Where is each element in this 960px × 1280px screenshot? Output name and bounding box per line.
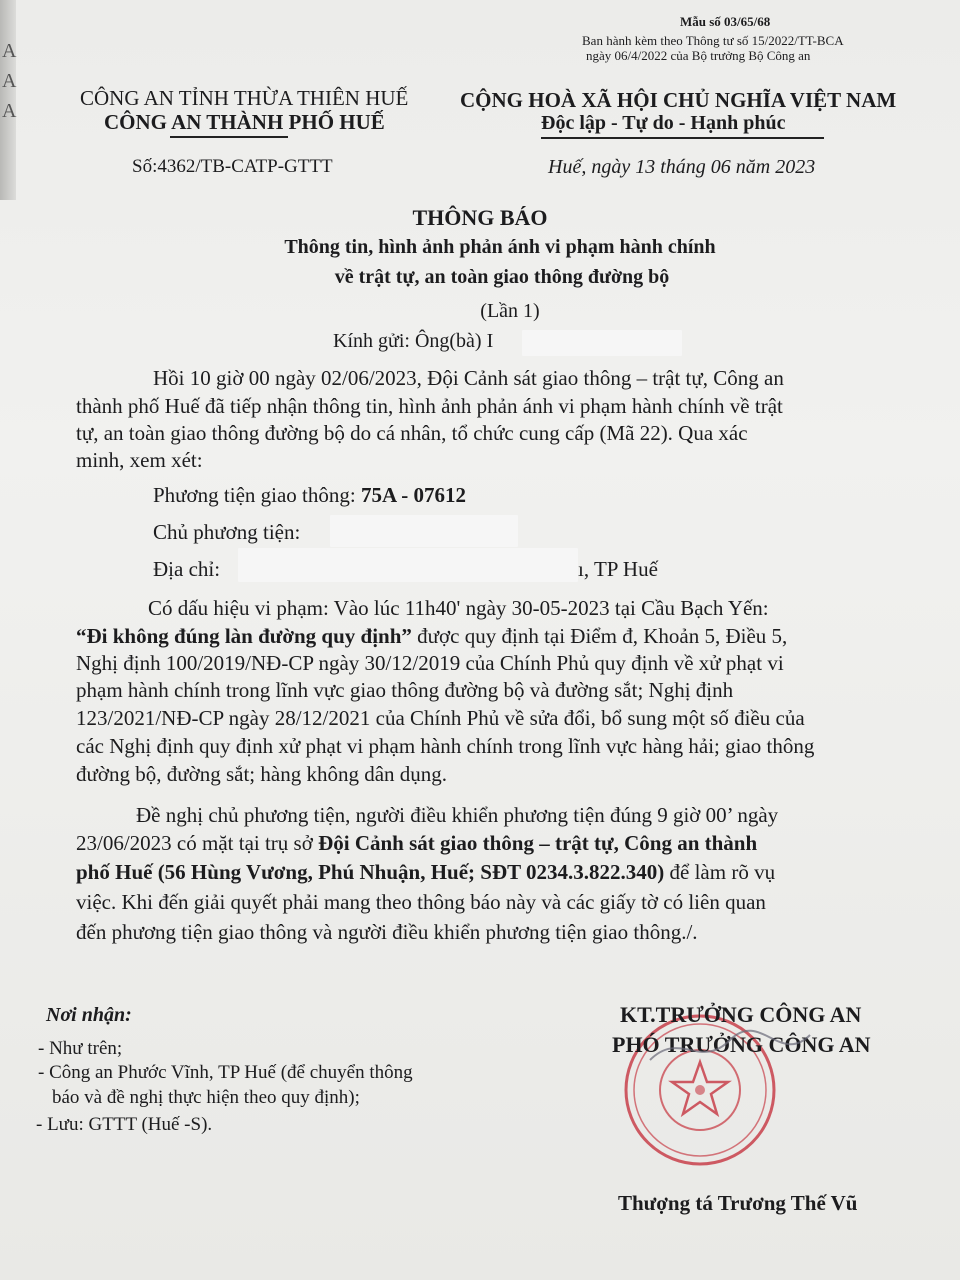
request-line-5: đến phương tiện giao thông và người điều khiển phương tiện giao thông./. xyxy=(76,920,698,944)
notice-round: (Lần 1) xyxy=(480,300,540,322)
intro-line-4: minh, xem xét: xyxy=(76,448,203,472)
adjacent-page-edge: A A A xyxy=(0,0,16,200)
recipients-title: Nơi nhận: xyxy=(46,1004,132,1026)
redacted-address xyxy=(238,548,578,582)
request-line-3-text: để làm rõ vụ xyxy=(664,860,776,884)
document-number: Số:4362/TB-CATP-GTTT xyxy=(132,156,333,177)
redacted-owner xyxy=(330,515,518,547)
national-title: CỘNG HOÀ XÃ HỘI CHỦ NGHĨA VIỆT NAM xyxy=(460,88,897,112)
request-line-2-text: 23/06/2023 có mặt tại trụ sở xyxy=(76,831,319,855)
violation-line-5: 123/2021/NĐ-CP ngày 28/12/2021 của Chính Phủ về sửa đổi, bổ sung một số điều của xyxy=(76,706,805,730)
request-line-1: Đề nghị chủ phương tiện, người điều khiển phương tiện đúng 9 giờ 00’ ngày xyxy=(136,803,779,827)
issuing-organization: CÔNG AN THÀNH PHỐ HUẾ xyxy=(104,110,385,134)
request-line-4: việc. Khi đến giải quyết phải mang theo thông báo này và các giấy tờ có liên quan xyxy=(76,890,766,914)
recipient-item-1: - Như trên; xyxy=(38,1038,123,1059)
intro-line-2: thành phố Huế đã tiếp nhận thông tin, hình ảnh phản ánh vi phạm hành chính về trật xyxy=(76,394,783,418)
violation-line-7: đường bộ, đường sắt; hàng không dân dụng. xyxy=(76,762,448,786)
violation-line-2 xyxy=(76,624,787,649)
request-line-3 xyxy=(76,860,775,885)
intro-line-1: Hồi 10 giờ 00 ngày 02/06/2023, Đội Cảnh sát giao thông – trật tự, Công an xyxy=(153,366,784,390)
signature-title-2: PHÓ TRƯỞNG CÔNG AN xyxy=(612,1032,871,1057)
request-line-2 xyxy=(76,831,757,856)
recipient-item-4: - Lưu: GTTT (Huế -S). xyxy=(36,1114,213,1135)
recipient-item-3: báo và đề nghị thực hiện theo quy định); xyxy=(52,1087,360,1108)
vehicle-label: Phương tiện giao thông: xyxy=(153,483,361,507)
violation-line-3: Nghị định 100/2019/NĐ-CP ngày 30/12/2019 của Chính Phủ quy định về xử phạt vi xyxy=(76,651,784,675)
owner-label: Chủ phương tiện: xyxy=(153,520,301,544)
address-label: Địa chỉ: xyxy=(153,557,221,581)
violation-line-4: phạm hành chính trong lĩnh vực giao thông đường bộ và đường sắt; Nghị định xyxy=(76,678,734,702)
motto-underline xyxy=(541,137,824,139)
request-unit: Đội Cảnh sát giao thông – trật tự, Công an thành xyxy=(318,831,758,855)
addressee-line: Kính gửi: Ông(bà) I xyxy=(333,330,494,352)
license-plate: 75A - 07612 xyxy=(360,483,466,507)
document-subtitle-1: Thông tin, hình ảnh phản ánh vi phạm hành chính xyxy=(284,236,716,258)
request-address: phố Huế (56 Hùng Vương, Phú Nhuận, Huế; SĐT 0234.3.822.340) xyxy=(76,860,665,884)
violation-line-6: các Nghị định quy định xử phạt vi phạm hành chính trong lĩnh vực hàng hải; giao thông xyxy=(76,734,815,758)
form-reference-line-1: Ban hành kèm theo Thông tư số 15/2022/TT-BCA xyxy=(582,33,844,48)
vehicle-line xyxy=(153,483,466,508)
violation-ref: được quy định tại Điểm đ, Khoản 5, Điều 5, xyxy=(411,624,788,648)
document-subtitle-2: về trật tự, an toàn giao thông đường bộ xyxy=(334,266,670,288)
intro-line-3: tự, an toàn giao thông đường bộ do cá nhân, tổ chức cung cấp (Mã 22). Qua xác xyxy=(76,421,748,445)
form-code: Mẫu số 03/65/68 xyxy=(680,14,771,29)
place-and-date: Huế, ngày 13 tháng 06 năm 2023 xyxy=(548,156,816,178)
violation-name: “Đi không đúng làn đường quy định” xyxy=(76,624,412,648)
signature-title-1: KT.TRƯỞNG CÔNG AN xyxy=(620,1002,862,1027)
recipient-item-2: - Công an Phước Vĩnh, TP Huế (để chuyển thông xyxy=(38,1062,413,1083)
organization-underline xyxy=(170,136,288,138)
violation-line-1: Có dấu hiệu vi phạm: Vào lúc 11h40' ngày 30-05-2023 tại Cầu Bạch Yến: xyxy=(148,596,769,620)
handwritten-signature-icon xyxy=(640,1020,820,1080)
redacted-name xyxy=(522,330,682,356)
document-title: THÔNG BÁO xyxy=(412,205,548,230)
signer-name: Thượng tá Trương Thế Vũ xyxy=(618,1191,858,1215)
parent-organization: CÔNG AN TỈNH THỪA THIÊN HUẾ xyxy=(80,86,409,110)
form-reference-line-2: ngày 06/4/2022 của Bộ trưởng Bộ Công an xyxy=(586,48,811,63)
address-city: ı, TP Huế xyxy=(578,557,658,581)
national-motto: Độc lập - Tự do - Hạnh phúc xyxy=(541,112,786,134)
